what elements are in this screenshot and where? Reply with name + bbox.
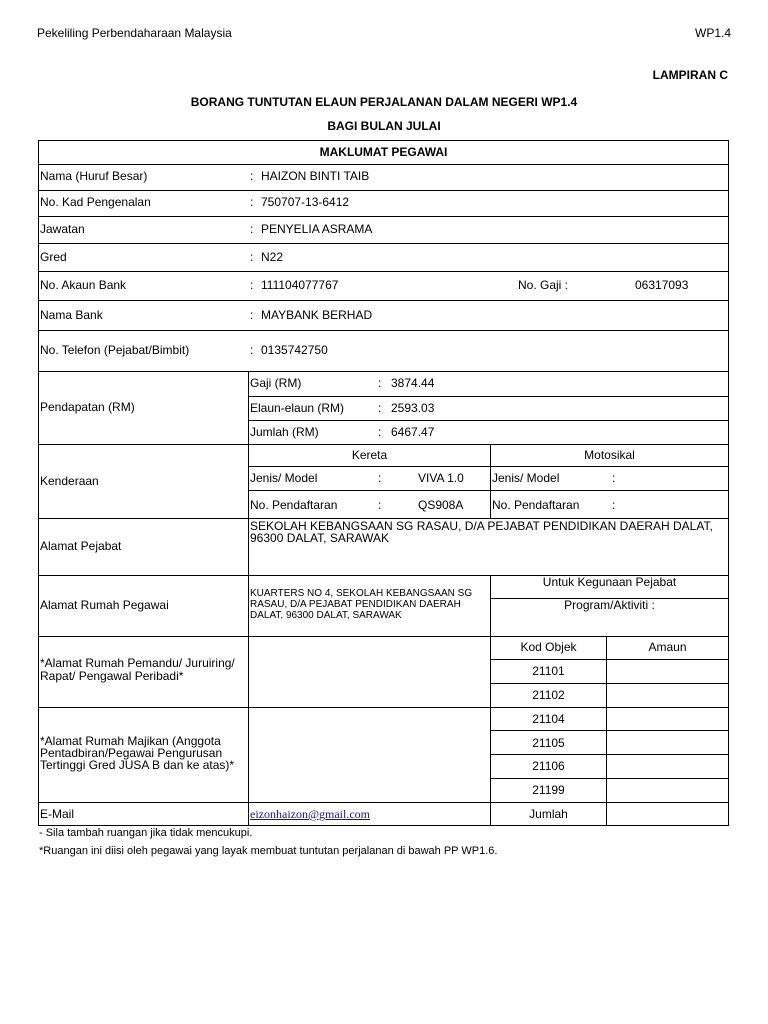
email-value-container [250,807,370,821]
colon: : [250,308,254,322]
amaun-header: Amaun [648,640,687,654]
row-divider [38,243,729,244]
kod-objek-cell: 21105 [532,736,565,750]
kereta-jenis-value: VIVA 1.0 [418,471,464,485]
telefon-label: No. Telefon (Pejabat/Bimbit) [40,343,190,357]
gaji-no-value: 06317093 [635,278,689,292]
lampiran-label: LAMPIRAN C [652,68,728,82]
ic-value: 750707-13-6412 [261,195,350,209]
colon: : [612,498,616,512]
jawatan-value: PENYELIA ASRAMA [261,222,373,236]
akaun-label: No. Akaun Bank [40,278,127,292]
motosikal-header: Motosikal [584,448,635,462]
alamat-rumah-label: Alamat Rumah Pegawai [40,598,169,612]
row-divider [38,330,729,331]
row-divider [38,802,729,803]
row-divider [248,420,729,421]
nama-value: HAIZON BINTI TAIB [261,169,370,183]
email-label: E-Mail [40,807,75,821]
row-divider [248,490,729,491]
pendapatan-label: Pendapatan (RM) [40,400,135,414]
row-divider [490,683,729,684]
alamat-rumah-value: KUARTERS NO 4, SEKOLAH KEBANGSAAN SG RASAU, D/A PEJABAT PENDIDIKAN DAERAH DALAT, 96300 DALAT, SARAWAK [250,588,473,621]
colon: : [612,471,616,485]
moto-jenis-label: Jenis/ Model [492,471,560,485]
kod-objek-cell: 21106 [532,759,565,773]
row-divider [38,164,729,165]
kod-objek-cell: 21101 [532,664,565,678]
colon: : [378,471,382,485]
kereta-daftar-value: QS908A [418,498,464,512]
program-aktiviti-label: Program/Aktiviti : [564,598,655,612]
jumlah-cell: Jumlah [529,807,568,821]
gaji-value: 3874.44 [391,376,435,390]
colon: : [250,278,254,292]
akaun-value: 111104077767 [261,278,339,292]
colon: : [250,195,254,209]
elaun-value: 2593.03 [391,401,435,415]
form-subtitle: BAGI BULAN JULAI [327,119,441,133]
bank-value: MAYBANK BERHAD [261,308,373,322]
nama-label: Nama (Huruf Besar) [40,169,148,183]
jumlah-rm-value: 6467.47 [391,425,435,439]
colon: : [250,250,254,264]
gaji-no-label: No. Gaji : [518,278,569,292]
kereta-daftar-label: No. Pendaftaran [250,498,338,512]
row-divider [38,444,729,445]
email-link[interactable]: eizonhaizon@gmail.com [250,807,371,821]
table-border [38,825,729,826]
note-add-rows: - Sila tambah ruangan jika tidak mencukupi. [39,827,253,839]
majikan-label: *Alamat Rumah Majikan (Anggota Pentadbiran/Pegawai Pengurusan Tertinggi Gred JUSA B dan ke atas)* [40,734,235,772]
row-divider [38,300,729,301]
alamat-pejabat-label: Alamat Pejabat [40,539,122,553]
colon: : [250,169,254,183]
telefon-value: 0135742750 [261,343,328,357]
table-border [38,140,729,141]
column-divider [606,636,607,826]
row-divider [38,707,729,708]
row-divider [490,778,729,779]
colon: : [378,401,382,415]
row-divider [38,271,729,272]
column-divider [248,371,249,826]
row-divider [38,371,729,372]
row-divider [38,216,729,217]
row-divider [490,730,729,731]
colon: : [378,498,382,512]
colon: : [378,425,382,439]
gred-value: N22 [261,250,284,264]
row-divider [490,754,729,755]
form-title: BORANG TUNTUTAN ELAUN PERJALANAN DALAM NEGERI WP1.4 [190,95,578,109]
alamat-pejabat-value: SEKOLAH KEBANGSAAN SG RASAU, D/A PEJABAT PENDIDIKAN DAERAH DALAT, 96300 DALAT, SARAWAK [250,519,713,545]
bank-label: Nama Bank [40,308,103,322]
colon: : [250,343,254,357]
pemandu-label: *Alamat Rumah Pemandu/ Juruiring/ Rapat/ Pengawal Peribadi* [40,656,235,683]
kereta-jenis-label: Jenis/ Model [250,471,318,485]
claim-form-table [38,140,729,826]
gaji-label: Gaji (RM) [250,376,302,390]
ic-label: No. Kad Pengenalan [40,195,151,209]
moto-daftar-label: No. Pendaftaran [492,498,580,512]
kod-objek-cell: 21104 [532,712,565,726]
row-divider [490,659,729,660]
row-divider [248,396,729,397]
row-divider [248,466,729,467]
document-header-left: Pekeliling Perbendaharaan Malaysia [37,26,232,40]
section-title: MAKLUMAT PEGAWAI [319,145,448,159]
kod-objek-header: Kod Objek [520,640,577,654]
jawatan-label: Jawatan [40,222,85,236]
elaun-label: Elaun-elaun (RM) [250,401,345,415]
kenderaan-label: Kenderaan [40,474,99,488]
jumlah-rm-label: Jumlah (RM) [250,425,319,439]
colon: : [250,222,254,236]
document-header-code: WP1.4 [695,26,732,40]
kod-objek-cell: 21102 [532,688,565,702]
gred-label: Gred [40,250,67,264]
kereta-header: Kereta [351,448,388,462]
colon: : [378,376,382,390]
row-divider [38,636,729,637]
kegunaan-pejabat-label: Untuk Kegunaan Pejabat [542,575,677,589]
row-divider [38,190,729,191]
note-eligibility: *Ruangan ini diisi oleh pegawai yang layak membuat tuntutan perjalanan di bawah PP WP1.6. [39,845,498,857]
kod-objek-cell: 21199 [532,783,565,797]
